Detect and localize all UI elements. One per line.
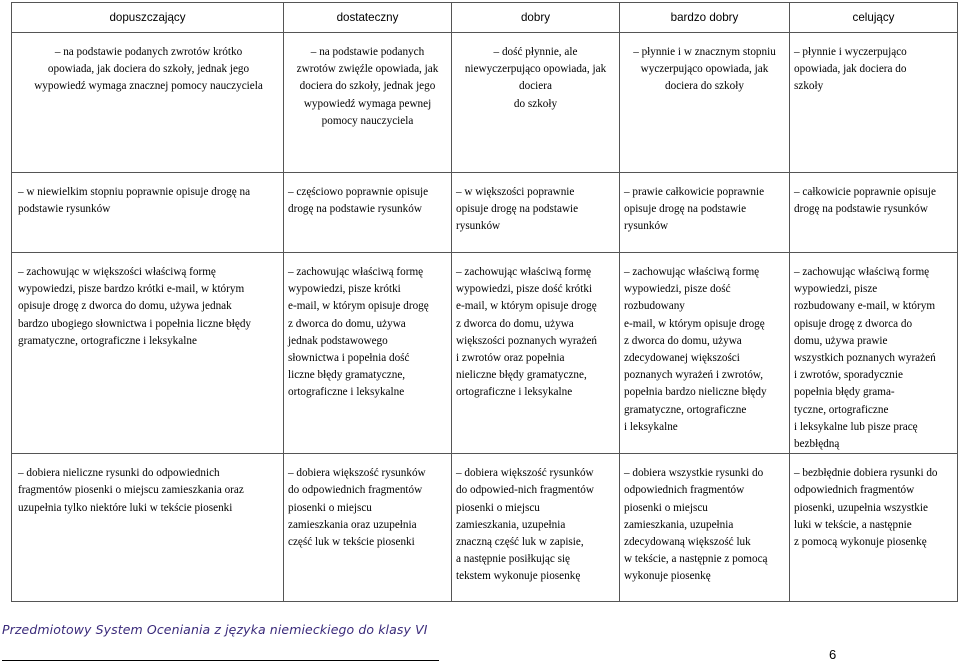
criteria-line: ortograficzne i leksykalne bbox=[456, 386, 573, 399]
criteria-line: bezbłędną bbox=[794, 438, 840, 451]
document-footer-title: Przedmiotowy System Oceniania z języka niemieckiego do klasy VI bbox=[2, 622, 428, 637]
criteria-line: opisuje drogę z dworca do domu, używa jednak bbox=[18, 300, 232, 313]
criteria-cell bbox=[620, 253, 790, 454]
criteria-line: z pomocą wykonuje piosenkę bbox=[794, 536, 927, 549]
criteria-line: i leksykalne lub pisze pracę bbox=[794, 420, 918, 433]
criteria-cell bbox=[620, 454, 790, 602]
criteria-line: gramatyczne, ortograficzne i leksykalne bbox=[18, 334, 197, 347]
criteria-line: zamieszkania, uzupełnia bbox=[624, 518, 734, 531]
criteria-line: wypowiedzi, pisze dość bbox=[624, 283, 731, 296]
criteria-line: opowiada, jak dociera do szkoły, jednak jego bbox=[47, 63, 250, 76]
criteria-cell bbox=[284, 253, 452, 454]
criteria-line: wypowiedzi, pisze bardzo krótki e-mail, w którym bbox=[18, 283, 245, 296]
criteria-line: większości poznanych wyrażeń bbox=[456, 334, 598, 347]
criteria-cell bbox=[12, 33, 284, 173]
criteria-line: zamieszkania, uzupełnia bbox=[456, 518, 566, 531]
criteria-line: opisuje drogę z dworca do bbox=[794, 317, 913, 330]
header-row bbox=[12, 3, 958, 33]
criteria-line: opowiada, jak dociera do bbox=[794, 63, 907, 76]
criteria-cell bbox=[790, 454, 958, 602]
criteria-line: odpowiednich fragmentów bbox=[794, 484, 915, 497]
criteria-line: wykonuje piosenkę bbox=[624, 570, 711, 583]
criteria-line: wyczerpująco opowiada, jak bbox=[640, 63, 769, 76]
header-cell: bardzo dobry bbox=[620, 3, 790, 33]
criteria-line: dociera do szkoły bbox=[665, 80, 744, 93]
criteria-line: piosenki, uzupełnia wszystkie bbox=[794, 501, 928, 514]
criteria-line: uzupełnia tylko niektóre luki w tekście piosenki bbox=[18, 501, 233, 514]
criteria-line: rysunków bbox=[456, 220, 501, 233]
criteria-line: rozbudowany e-mail, w którym bbox=[794, 300, 936, 313]
criteria-line: – dobiera większość rysunków bbox=[456, 467, 594, 480]
criteria-line: opisuje drogę na podstawie bbox=[624, 203, 747, 216]
criteria-line: – płynnie i w znacznym stopniu bbox=[633, 46, 776, 58]
header-cell: dopuszczający bbox=[12, 3, 284, 33]
criteria-line: z dworca do domu, używa bbox=[624, 334, 742, 347]
criteria-line: tyczne, ortograficzne bbox=[794, 403, 889, 416]
criteria-line: luki w tekście, a następnie bbox=[794, 518, 912, 531]
criteria-line: i leksykalne bbox=[624, 420, 678, 433]
page-number: 6 bbox=[829, 647, 837, 662]
footer-rule bbox=[2, 660, 439, 661]
criteria-line: i zwrotów, sporadycznie bbox=[794, 369, 903, 382]
criteria-cell bbox=[452, 454, 620, 602]
criteria-line: zwrotów zwięźle opowiada, jak bbox=[296, 63, 439, 76]
criteria-line: – zachowując właściwą formę bbox=[456, 266, 592, 278]
criteria-line: liczne błędy gramatyczne, bbox=[288, 369, 406, 382]
criteria-line: wszystkich poznanych wyrażeń bbox=[794, 352, 936, 365]
criteria-cell bbox=[452, 253, 620, 454]
criteria-cell bbox=[284, 33, 452, 173]
criteria-line: – zachowując właściwą formę bbox=[624, 266, 760, 278]
criteria-line: słownictwa i popełnia dość bbox=[288, 352, 410, 365]
criteria-line: zdecydowaną większość luk bbox=[624, 536, 751, 549]
criteria-line: drogę na podstawie rysunków bbox=[794, 203, 928, 216]
criteria-line: – dobiera wszystkie rysunki do bbox=[624, 467, 764, 480]
criteria-line: – na podstawie podanych zwrotów krótko bbox=[54, 46, 243, 58]
criteria-cell bbox=[12, 173, 284, 253]
criteria-line: szkoły bbox=[794, 80, 824, 93]
criteria-line: e-mail, w którym opisuje drogę bbox=[456, 300, 597, 313]
criteria-line: dociera do szkoły, jednak jego bbox=[299, 80, 436, 93]
criteria-line: popełnia bardzo nieliczne błędy bbox=[624, 386, 767, 399]
criteria-line: do szkoły bbox=[513, 97, 558, 110]
criteria-cell bbox=[620, 33, 790, 173]
criteria-line: zdecydowanej większości bbox=[624, 352, 740, 365]
criteria-line: poznanych wyrażeń i zwrotów, bbox=[624, 369, 764, 382]
criteria-row bbox=[12, 454, 958, 602]
criteria-line: – zachowując w większości właściwą formę bbox=[18, 266, 216, 278]
criteria-line: – zachowując właściwą formę bbox=[288, 266, 424, 278]
criteria-cell bbox=[452, 33, 620, 173]
criteria-line: odpowiednich fragmentów bbox=[624, 484, 745, 497]
criteria-line: – dość płynnie, ale bbox=[493, 46, 578, 58]
criteria-line: domu, używa prawie bbox=[794, 334, 888, 347]
header-cell: dostateczny bbox=[284, 3, 452, 33]
criteria-cell bbox=[790, 253, 958, 454]
criteria-line: e-mail, w którym opisuje drogę bbox=[624, 317, 765, 330]
criteria-line: jednak podstawowego bbox=[288, 334, 388, 347]
criteria-line: drogę na podstawie rysunków bbox=[288, 203, 422, 216]
criteria-line: znaczną część luk w zapisie, bbox=[456, 536, 584, 549]
criteria-line: część luk w tekście piosenki bbox=[288, 536, 415, 549]
criteria-line: – płynnie i wyczerpująco bbox=[794, 46, 907, 58]
criteria-cell bbox=[284, 454, 452, 602]
criteria-line: dociera bbox=[519, 80, 552, 93]
criteria-line: popełnia błędy grama- bbox=[794, 386, 895, 399]
criteria-line: – zachowując właściwą formę bbox=[794, 266, 930, 278]
criteria-line: w tekście, a następnie z pomocą bbox=[624, 553, 768, 566]
header-cell: dobry bbox=[452, 3, 620, 33]
criteria-line: rysunków bbox=[624, 220, 669, 233]
criteria-row bbox=[12, 173, 958, 253]
criteria-line: – w większości poprawnie bbox=[456, 186, 575, 198]
criteria-line: niewyczerpująco opowiada, jak bbox=[464, 63, 607, 76]
criteria-line: piosenki o miejscu bbox=[288, 501, 372, 514]
criteria-line: – dobiera większość rysunków bbox=[288, 467, 426, 480]
criteria-line: a następnie posiłkując się bbox=[456, 553, 571, 566]
criteria-line: – prawie całkowicie poprawnie bbox=[624, 186, 765, 198]
criteria-cell bbox=[12, 253, 284, 454]
criteria-line: z dworca do domu, używa bbox=[288, 317, 406, 330]
criteria-line: zamieszkania oraz uzupełnia bbox=[288, 518, 417, 531]
criteria-line: – całkowicie poprawnie opisuje bbox=[794, 186, 936, 198]
criteria-cell bbox=[620, 173, 790, 253]
criteria-line: i zwrotów oraz popełnia bbox=[456, 352, 565, 365]
criteria-cell bbox=[452, 173, 620, 253]
criteria-row bbox=[12, 33, 958, 173]
criteria-line: ortograficzne i leksykalne bbox=[288, 386, 405, 399]
criteria-line: piosenki o miejscu bbox=[624, 501, 708, 514]
criteria-line: – bezbłędnie dobiera rysunki do bbox=[794, 467, 938, 480]
header-cell: celujący bbox=[790, 3, 958, 33]
criteria-line: podstawie rysunków bbox=[18, 203, 111, 216]
criteria-line: rozbudowany bbox=[624, 300, 685, 313]
criteria-line: wypowiedź wymaga znacznej pomocy nauczyciela bbox=[34, 80, 263, 93]
criteria-line: wypowiedzi, pisze bbox=[794, 283, 878, 296]
criteria-line: bardzo ubogiego słownictwa i popełnia liczne błędy bbox=[18, 317, 252, 330]
criteria-line: gramatyczne, ortograficzne bbox=[624, 403, 747, 416]
criteria-line: z dworca do domu, używa bbox=[456, 317, 574, 330]
criteria-line: – dobiera nieliczne rysunki do odpowiednich bbox=[18, 467, 220, 480]
criteria-cell bbox=[790, 173, 958, 253]
criteria-line: – na podstawie podanych bbox=[310, 46, 425, 58]
criteria-cell bbox=[790, 33, 958, 173]
criteria-cell bbox=[12, 454, 284, 602]
criteria-row bbox=[12, 253, 958, 454]
criteria-line: piosenki o miejscu bbox=[456, 501, 540, 514]
criteria-line: pomocy nauczyciela bbox=[321, 114, 414, 127]
criteria-cell bbox=[284, 173, 452, 253]
grading-table bbox=[11, 2, 958, 602]
criteria-line: do odpowiednich fragmentów bbox=[288, 484, 423, 497]
criteria-line: – częściowo poprawnie opisuje bbox=[288, 186, 429, 198]
criteria-line: wypowiedzi, pisze krótki bbox=[288, 283, 401, 296]
criteria-line: nieliczne błędy gramatyczne, bbox=[456, 369, 587, 382]
criteria-line: wypowiedź wymaga pewnej bbox=[303, 97, 432, 110]
criteria-line: – w niewielkim stopniu poprawnie opisuje drogę na bbox=[18, 186, 251, 198]
criteria-line: wypowiedzi, pisze dość krótki bbox=[456, 283, 593, 296]
criteria-line: opisuje drogę na podstawie bbox=[456, 203, 579, 216]
criteria-line: do odpowied-nich fragmentów bbox=[456, 484, 594, 497]
criteria-line: tekstem wykonuje piosenkę bbox=[456, 570, 581, 583]
criteria-line: fragmentów piosenki o miejscu zamieszkania oraz bbox=[18, 484, 244, 497]
criteria-line: e-mail, w którym opisuje drogę bbox=[288, 300, 429, 313]
